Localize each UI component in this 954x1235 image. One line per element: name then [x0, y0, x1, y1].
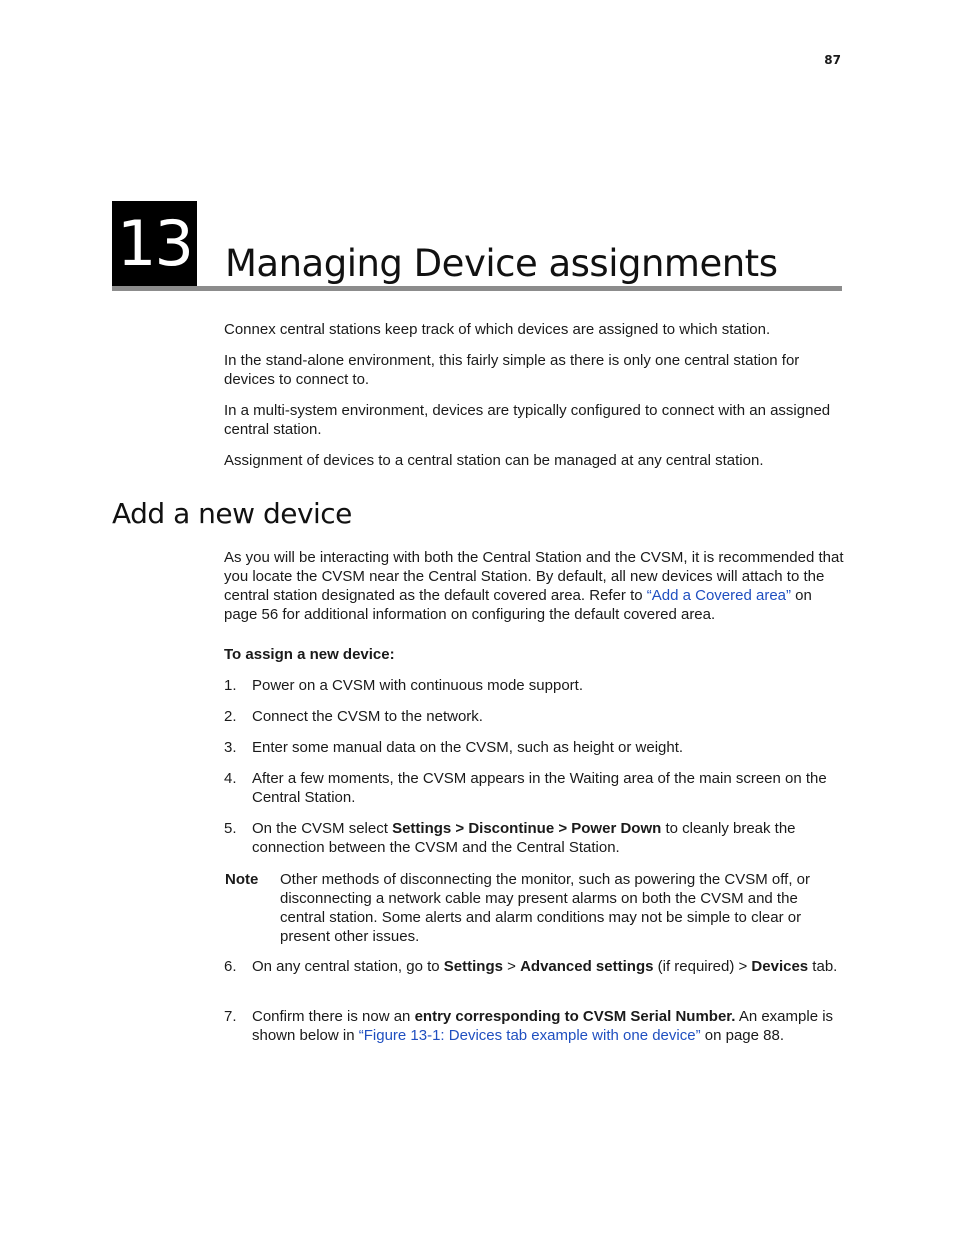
- step-text: On any central station, go to: [252, 958, 444, 975]
- step-1: [224, 676, 844, 695]
- step-7: [224, 1007, 844, 1045]
- chapter-paragraph-4: Assignment of devices to a central station can be managed at any central station.: [224, 452, 764, 469]
- add-covered-area-link[interactable]: “Add a Covered area”: [646, 587, 792, 604]
- step-number: 6.: [224, 958, 237, 975]
- step-text: on page 88.: [700, 1027, 784, 1044]
- intro-text-before: As you will be interacting with both the Central Station and the CVSM, it is recommended that you locate the CVSM near the Central Station. By default, all new devices will attach to the central station designated as the default covered area. Refer to: [224, 549, 844, 604]
- step-5: [224, 819, 844, 857]
- chapter-paragraph-1: Connex central stations keep track of which devices are assigned to which station.: [224, 321, 771, 338]
- page-number: 87: [824, 53, 841, 67]
- step-text: tab.: [808, 958, 838, 975]
- note-text: Other methods of disconnecting the monitor, such as powering the CVSM off, or disconnecting a network cable may present alarms on both the CVSM and the central station. Some alerts and alarm conditions may not be simple to clear or present other issues.: [280, 871, 811, 945]
- chapter-number-box: 13: [112, 201, 197, 286]
- step-text: >: [502, 958, 521, 975]
- section-intro: [224, 548, 844, 624]
- menu-advanced-settings: Advanced settings: [520, 958, 654, 975]
- chapter-title: Managing Device assignments: [225, 242, 778, 285]
- step-number: 2.: [224, 708, 237, 725]
- chapter-paragraph-3: In a multi-system environment, devices are typically configured to connect with an assigned central station.: [224, 402, 831, 438]
- step-text: Connect the CVSM to the network.: [252, 708, 483, 725]
- step-text: Power on a CVSM with continuous mode support.: [252, 677, 584, 694]
- step-6: [224, 957, 844, 976]
- step-3: [224, 738, 844, 757]
- note-block: [225, 870, 845, 946]
- figure-13-1-link[interactable]: “Figure 13-1: Devices tab example with one device”: [358, 1027, 701, 1044]
- step-number: 7.: [224, 1008, 237, 1025]
- procedure-heading: To assign a new device:: [224, 646, 395, 663]
- step-2: [224, 707, 844, 726]
- menu-path: Settings > Discontinue > Power Down: [392, 820, 662, 837]
- intro-text-after: on page 56 for additional information on configuring the default covered area.: [224, 587, 812, 623]
- step-text: On the CVSM select: [252, 820, 393, 837]
- step-number: 3.: [224, 739, 237, 756]
- step-text: Confirm there is now an: [252, 1008, 415, 1025]
- step-text: An example is shown below in: [252, 1008, 834, 1044]
- chapter-paragraph-2: In the stand-alone environment, this fairly simple as there is only one central station for devices to connect to.: [224, 352, 800, 388]
- chapter-title-rule: [112, 286, 842, 291]
- step-text: to cleanly break the connection between the CVSM and the Central Station.: [252, 820, 796, 856]
- emphasis-text: entry corresponding to CVSM Serial Number.: [414, 1008, 736, 1025]
- step-text: After a few moments, the CVSM appears in the Waiting area of the main screen on the Central Station.: [252, 770, 827, 806]
- step-number: 5.: [224, 820, 237, 837]
- step-text: Enter some manual data on the CVSM, such as height or weight.: [252, 739, 684, 756]
- step-4: [224, 769, 844, 807]
- step-number: 4.: [224, 770, 237, 787]
- section-title: Add a new device: [112, 497, 352, 530]
- menu-settings: Settings: [443, 958, 503, 975]
- note-label: Note: [225, 871, 259, 888]
- step-number: 1.: [224, 677, 237, 694]
- menu-devices: Devices: [751, 958, 809, 975]
- step-text: (if required) >: [653, 958, 752, 975]
